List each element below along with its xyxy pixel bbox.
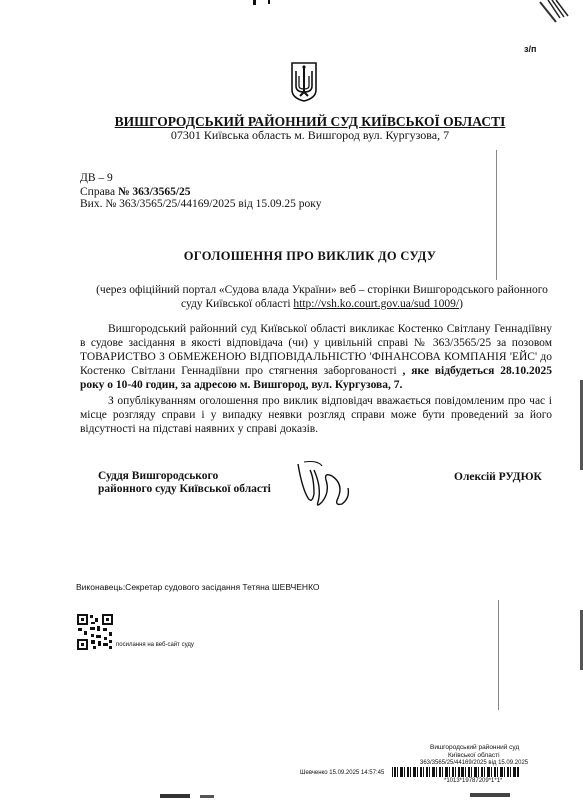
portal-note-text: (через офіційний портал «Судова влада України» веб – сторінки Вишгородського районного суду Київської області (96, 284, 548, 310)
court-address: 07301 Київська область м. Вишгород вул. Кургузова, 7 (170, 128, 450, 142)
stamp-code: *1013*19787209*1*1* (444, 778, 503, 784)
corner-mark: з/п (524, 44, 537, 54)
summons-paragraph (80, 322, 552, 392)
summons-text: Вишгородський районний суд Київської області викликає Костенко Світлану Геннадіївну в судове засідання в якості відповідача (чи) у цивільній справі № 363/3565/25 за позовом ТОВАРИСТВО З ОБМЕЖЕНОЮ ВІДПОВІДАЛЬНІСТЮ 'ФІНАНСОВА КОМПАНІЯ 'ЕЙС' до Костенко Світлани Геннадіївни про стягнення заборгованості (80, 323, 552, 377)
portal-note-close: ) (459, 298, 463, 310)
judge-name: Олексій РУДЮК (454, 471, 542, 483)
case-line (80, 186, 191, 198)
judge-title-line1: Суддя Вишгородського (98, 470, 219, 482)
court-name: ВИШГОРОДСЬКИЙ РАЙОННИЙ СУД КИЇВСЬКОЇ ОБЛАСТІ (114, 114, 506, 129)
scan-mark-top (253, 0, 256, 5)
notice-title: ОГОЛОШЕННЯ ПРО ВИКЛИК ДО СУДУ (183, 249, 437, 263)
stamp-court-line2: Київської області (448, 752, 500, 759)
consequence-paragraph: З опублікуванням оголошення про виклик відповідач вважається повідомленим про час і місце розгляду справи і у випадку неявки розгляд справи може бути проведений за його відсутності на підставі наявних у справі доказів. (80, 395, 552, 435)
form-code: ДВ – 9 (80, 172, 113, 184)
stamp-registration: 363/3565/25/44169/2025 від 15.09.2025 (420, 760, 529, 766)
scan-mark-bottom-2 (200, 795, 214, 798)
portal-note (92, 283, 552, 311)
handwritten-signature (292, 458, 354, 510)
executor-line: Виконавець:Секретар судового засідання Тетяна ШЕВЧЕНКО (76, 582, 320, 592)
judge-title-line2: районного суду Київської області (98, 483, 271, 495)
stamp-executor-time: Шевченко 15.09.2025 14:57:45 (300, 770, 385, 776)
page-fold-corner (538, 0, 583, 26)
court-website-link[interactable]: http://vsh.ko.court.gov.ua/sud 1009/ (293, 298, 460, 310)
scan-mark-top-2 (268, 0, 270, 4)
qr-caption: посилання на веб-сайт суду (116, 642, 194, 648)
hearing-details: , яке відбудеться 28.10.2025 року о 10-40 годин, за адресою м. Вишгород, вул. Кургузова, 7. (80, 365, 552, 391)
vertical-rule-2 (498, 600, 499, 710)
outgoing-number: Вих. № 363/3565/25/44169/2025 від 15.09.25 року (80, 198, 322, 210)
coat-of-arms-icon (291, 62, 317, 102)
case-label: Справа (80, 186, 118, 198)
barcode (392, 767, 520, 777)
case-number: № 363/3565/25 (117, 186, 191, 198)
qr-code[interactable] (76, 613, 114, 651)
stamp-court-line1: Вишгородський районний суд (430, 744, 520, 751)
scan-mark-bottom-3 (470, 793, 510, 797)
scan-mark-bottom (160, 794, 190, 798)
